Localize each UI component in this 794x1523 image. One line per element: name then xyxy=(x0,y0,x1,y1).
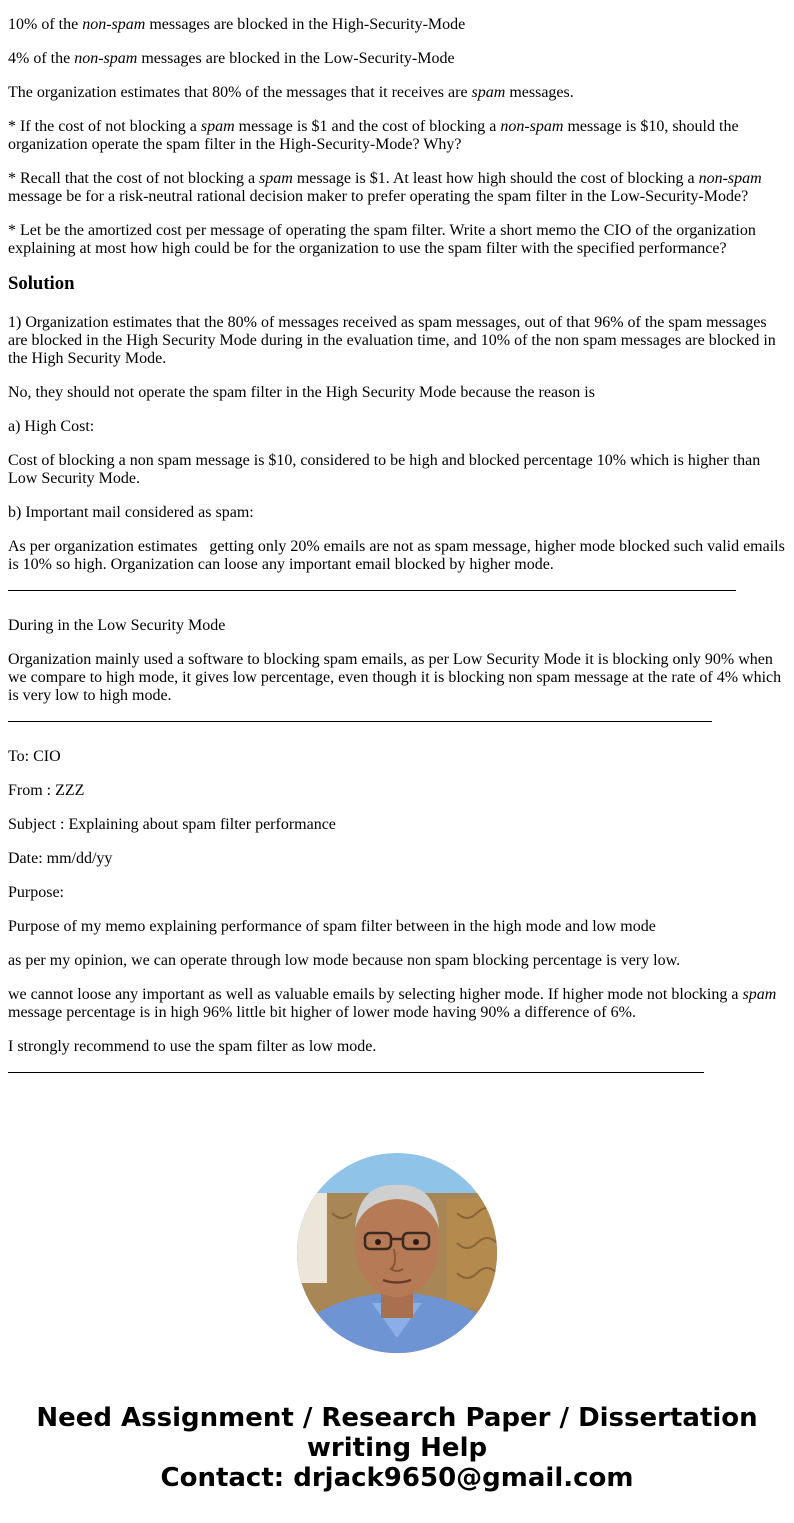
document-body xyxy=(8,16,786,1099)
question-2: * Recall that the cost of not blocking a spam message is $1. At least how high should the cost of blocking a non-spam message be for a risk-neutral rational decision maker to prefer operating the spam filter in the Low-Security-Mode? xyxy=(8,170,762,205)
solution-paragraph: Organization mainly used a software to blocking spam emails, as per Low Security Mode it is blocking only 90% when we compare to high mode, it gives low percentage, even though it is blocking non spam message at the rate of 4% which is very low to high mode. xyxy=(8,651,782,704)
question-line-2: 4% of the non-spam messages are blocked in the Low-Security-Mode xyxy=(8,50,455,67)
solution-paragraph: a) High Cost: xyxy=(8,418,95,435)
memo-subject: Subject : Explaining about spam filter performance xyxy=(8,816,336,833)
cta-line-1: Need Assignment / Research Paper / Dissertation xyxy=(36,1403,758,1433)
divider xyxy=(8,721,712,722)
solution-paragraph: No, they should not operate the spam filter in the High Security Mode because the reason is xyxy=(8,384,595,401)
cta-contact: Contact: drjack9650@gmail.com xyxy=(160,1463,634,1493)
memo-opinion: as per my opinion, we can operate through low mode because non spam blocking percentage is very low. xyxy=(8,952,681,969)
divider xyxy=(8,1072,704,1073)
solution-heading: Solution xyxy=(8,273,75,294)
avatar-photo xyxy=(297,1153,497,1353)
memo-purpose: Purpose of my memo explaining performance of spam filter between in the high mode and low mode xyxy=(8,918,656,935)
cta-line-2: writing Help xyxy=(306,1433,488,1463)
divider xyxy=(8,590,736,591)
memo-from: From : ZZZ xyxy=(8,782,85,799)
memo-recommend: I strongly recommend to use the spam filter as low mode. xyxy=(8,1038,377,1055)
memo-purpose-label: Purpose: xyxy=(8,884,64,901)
question-line-3: The organization estimates that 80% of the messages that it receives are spam messages. xyxy=(8,84,574,101)
memo-loose: we cannot loose any important as well as valuable emails by selecting higher mode. If higher mode not blocking a spam message percentage is in high 96% little bit higher of lower mode having 90% a difference of 6%. xyxy=(8,986,777,1021)
memo-date: Date: mm/dd/yy xyxy=(8,850,113,867)
call-to-action xyxy=(0,1403,794,1493)
question-1: * If the cost of not blocking a spam message is $1 and the cost of blocking a non-spam message is $10, should the organization operate the spam filter in the High-Security-Mode? Why? xyxy=(8,118,739,153)
avatar xyxy=(297,1153,497,1353)
solution-paragraph: 1) Organization estimates that the 80% of messages received as spam messages, out of that 96% of the spam messages are blocked in the High Security Mode during in the evaluation time, and 10% of the non spam messages are blocked in the High Security Mode. xyxy=(8,314,776,367)
solution-paragraph: As per organization estimates getting only 20% emails are not as spam message, higher mode blocked such valid emails is 10% so high. Organization can loose any important email blocked by higher mode. xyxy=(8,538,785,573)
question-line-1: 10% of the non-spam messages are blocked in the High-Security-Mode xyxy=(8,16,466,33)
question-3: * Let be the amortized cost per message of operating the spam filter. Write a short memo the CIO of the organization explaining at most how high could be for the organization to use the spam filter with the specified performance? xyxy=(8,222,756,257)
solution-paragraph: Cost of blocking a non spam message is $10, considered to be high and blocked percentage 10% which is higher than Low Security Mode. xyxy=(8,452,761,487)
solution-paragraph: b) Important mail considered as spam: xyxy=(8,504,254,521)
memo-to: To: CIO xyxy=(8,748,61,765)
solution-paragraph: During in the Low Security Mode xyxy=(8,617,226,634)
